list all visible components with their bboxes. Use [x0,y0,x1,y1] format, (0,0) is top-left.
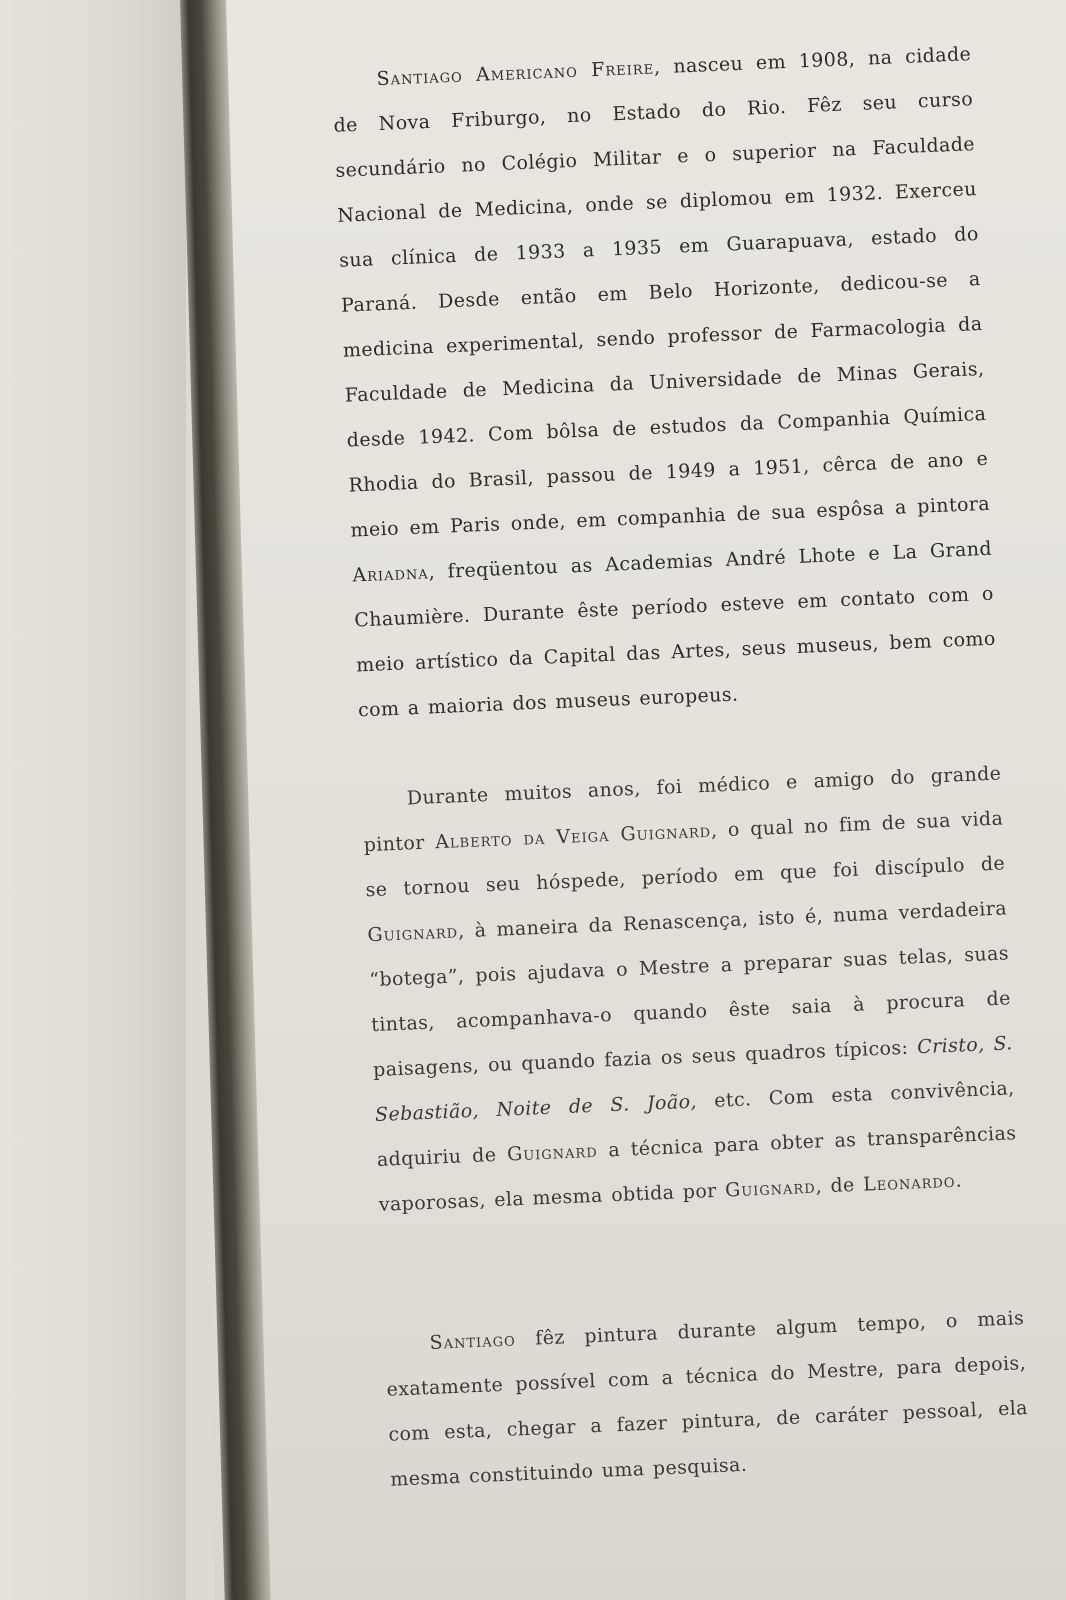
artist-name: Guignard [506,1139,599,1166]
text-segment: , freqüentou as Academias André Lhote e La Grand Chaumière. Durante êste período esteve em contato com o meio artístico da Capital das Artes, seus museus, bem como com a maioria dos museus europeus. [353,537,997,722]
paragraph-3 [384,1296,1031,1503]
text-segment: , à maneira da Renascença, isto é, numa verdadeira “botega”, pois ajudava o Mestre a preparar suas telas, suas tintas, acompanhava-o quando êste saia à procura de paisagens, ou quando fazia os seus quadros típicos: [368,897,1012,1082]
artwork-titles: Cristo, S. Sebastião, Noite de S. João, [374,1032,1014,1127]
artist-name: Guignard [724,1175,817,1202]
artist-name: Leonardo [862,1169,956,1196]
artist-name: Ariadna [351,561,430,587]
text-segment: , nasceu em 1908, na cidade de Nova Friburgo, no Estado do Rio. Fêz seu curso secundário no Colégio Militar e o superior na Faculdade Nacional de Medicina, onde se diplomou em 1932. Exerceu sua clínica de 1933 a 1935 em Guarapuava, estado do Paraná. Desde então em Belo Horizonte, dedicou-se a medicina experimental, sendo professor de Farmacologia da Faculdade de Medicina da Universidade de Minas Gerais, desde 1942. Com bôlsa de estudos da Companhia Química Rhodia do Brasil, passou de 1949 a 1951, cêrca de ano e meio em Paris onde, em companhia de sua espôsa a pintora [333,43,991,542]
biography-text [330,12,1066,1519]
text-segment: etc. Com esta convivência, adquiriu de [376,1077,1015,1172]
author-name: Santiago [429,1328,517,1354]
text-segment: , o qual no fim de sua vida se tornou seu hóspede, período em que foi discípulo de [365,807,1006,902]
left-page [0,0,186,1600]
text-segment: a técnica para obter as transparências vaporosas, ela mesma obtida por [378,1122,1017,1216]
text-segment: fêz pintura durante algum tempo, o mais exatamente possível com a técnica do Mestre, para depois, com esta, chegar a fazer pintura, de caráter pessoal, ela mesma constituindo uma pesquisa. [386,1307,1029,1491]
text-segment: . [954,1169,963,1192]
artist-name: Alberto da Veiga Guignard [434,819,712,854]
artist-name: Guignard [367,920,459,947]
paragraph-1 [331,32,999,733]
paragraph-2 [361,752,1019,1228]
text-segment: Durante muitos anos, foi médico e amigo do grande pintor [363,762,1002,857]
author-name: Santiago Americano Freire [376,56,655,91]
text-segment: , de [815,1173,864,1198]
